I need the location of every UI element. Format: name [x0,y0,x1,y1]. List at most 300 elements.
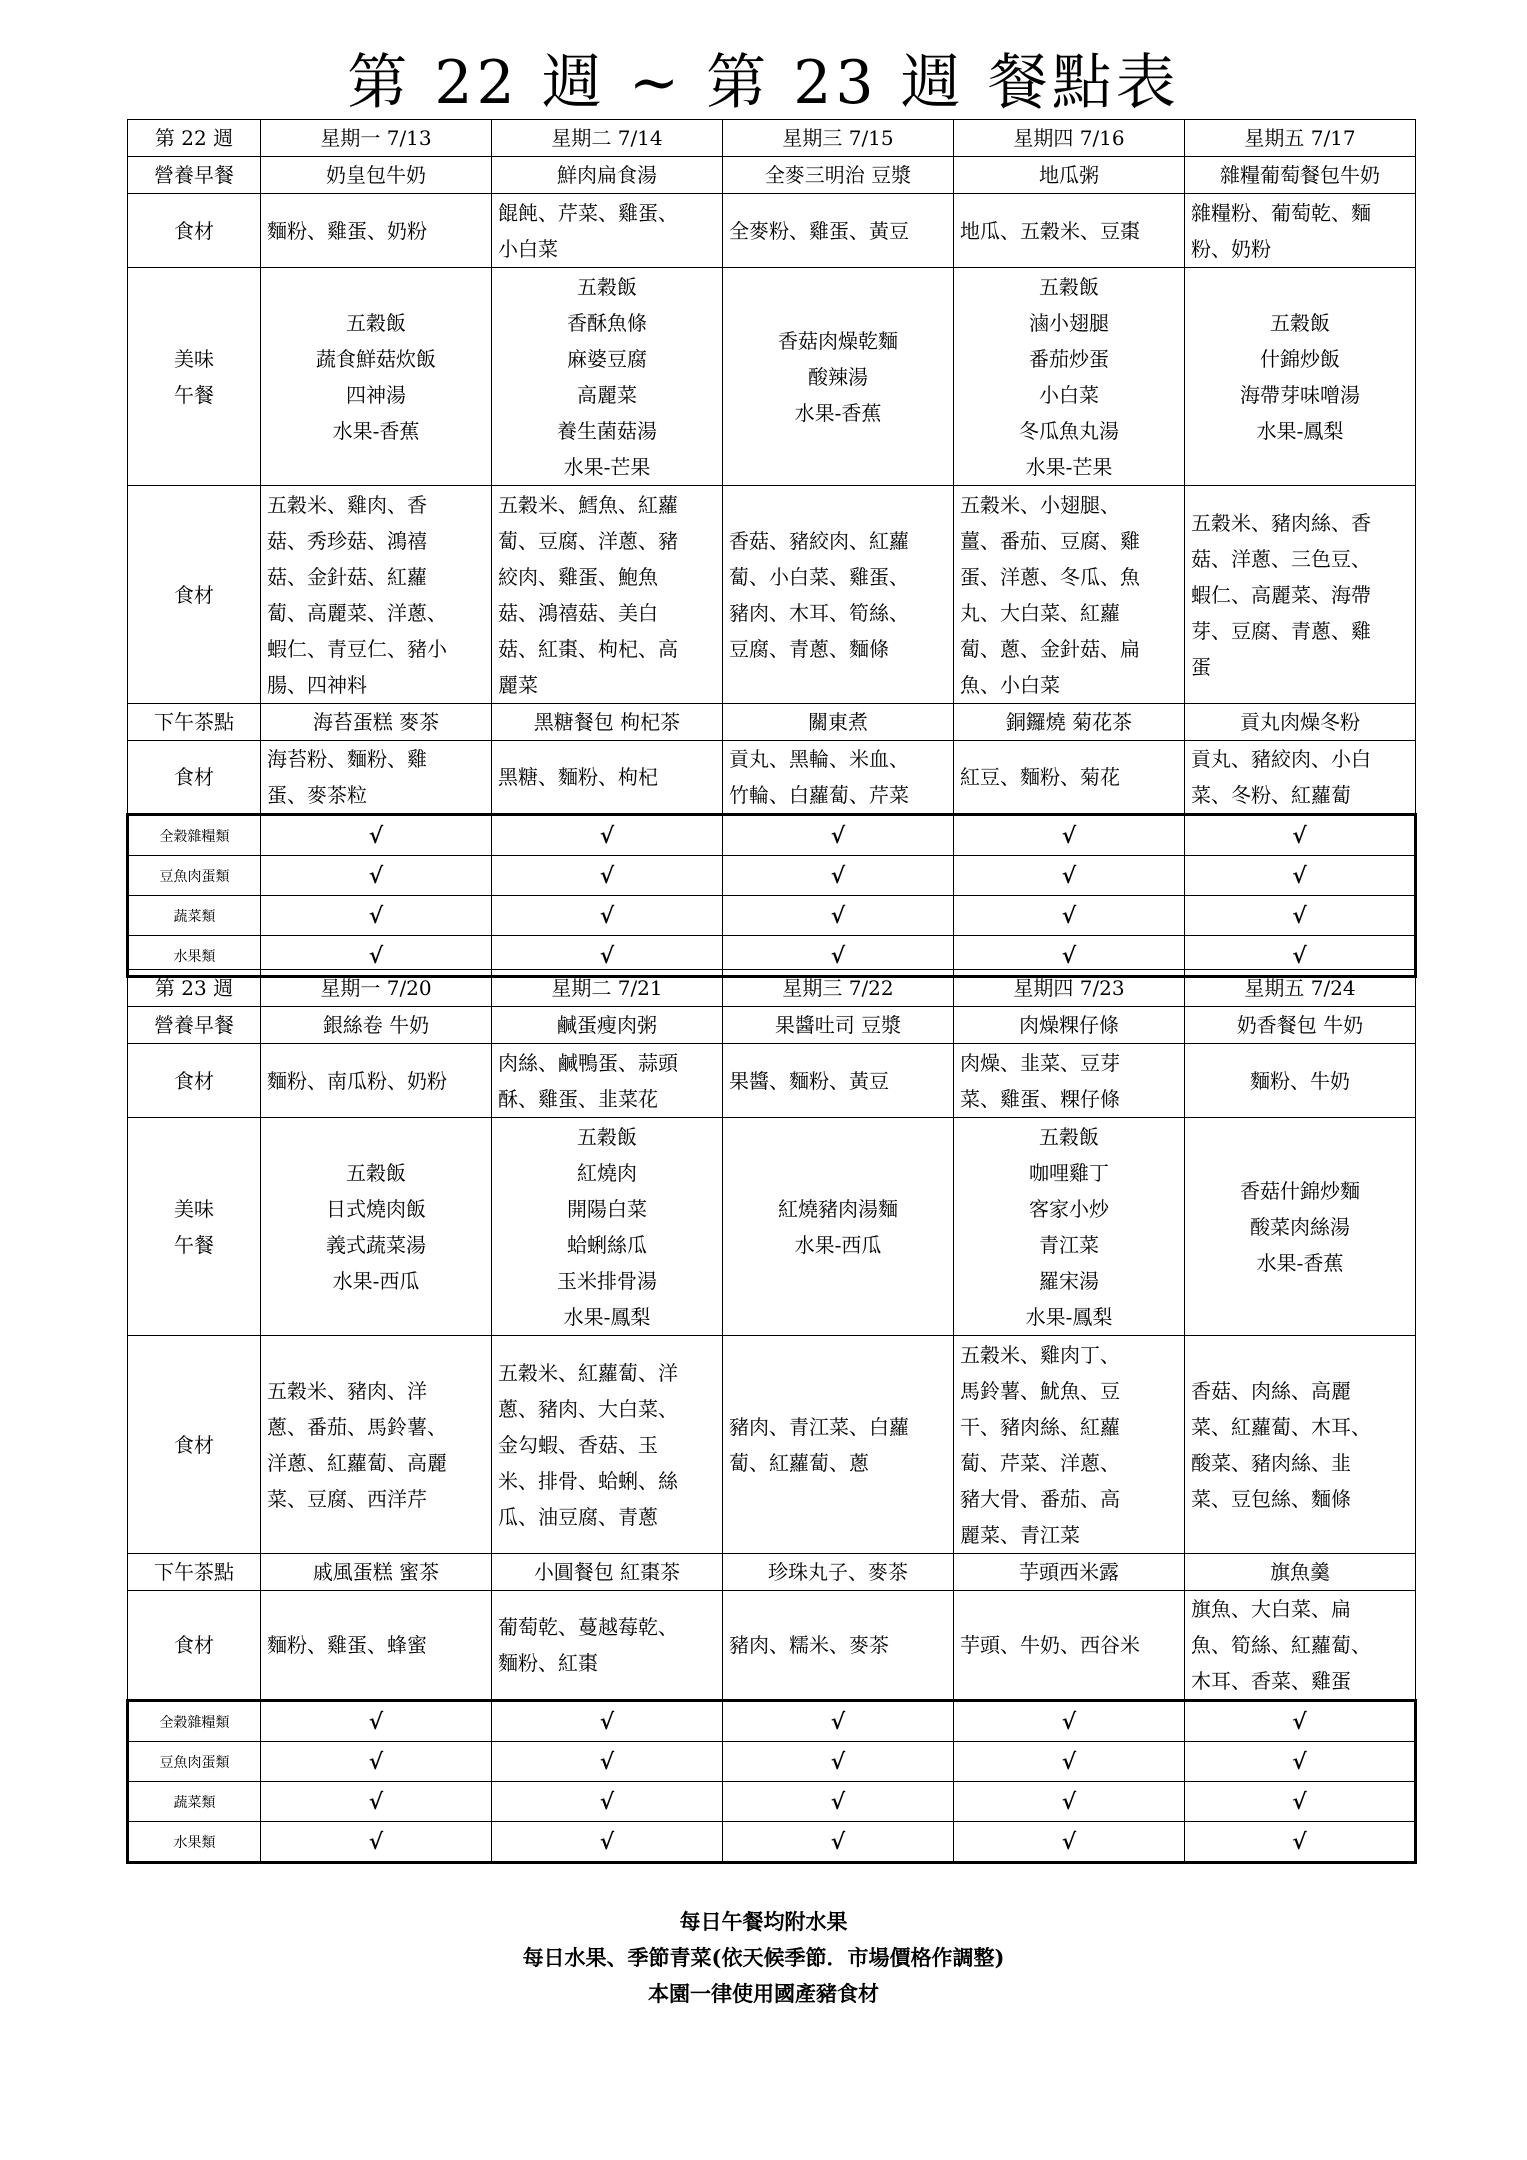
cell-line: 羅宋湯 [1039,1268,1099,1293]
week-label: 第 22 週 [128,120,261,157]
check-mark-icon: √ [368,1788,384,1815]
check-mark-icon: √ [599,942,615,969]
check-mark-icon: √ [599,1748,615,1775]
cell-line: 麵粉、牛奶 [1250,1068,1350,1093]
cell-line: 蔔、芹菜、洋蔥、 [960,1450,1120,1475]
row-label-ingredients: 食材 [128,1044,261,1118]
row-label-snack: 下午茶點 [128,1554,261,1591]
cell-line: 蔔、蔥、金針菇、扁 [960,636,1140,661]
cell-line: 菇、秀珍菇、鴻禧 [267,528,427,553]
row-label-ingredients: 食材 [128,194,261,268]
category-label-text: 全穀雜糧類 [159,829,230,845]
cell-line: 果醬、麵粉、黃豆 [729,1068,889,1093]
cell-line: 四神湯 [346,382,406,407]
lunch-cell [261,1118,492,1336]
cell-line: 五穀米、小翅腿、 [960,492,1120,517]
category-check-cell [261,1742,492,1782]
breakfast-cell: 銀絲卷 牛奶 [261,1007,492,1044]
cell-line: 肉燥、韭菜、豆芽 [960,1050,1120,1075]
ingredients-cell [1185,1591,1416,1701]
lunch-cell [1185,1118,1416,1336]
row-label-ingredients: 食材 [128,1336,261,1554]
cell-line: 番茄炒蛋 [1029,346,1109,371]
cell-line: 水果-西瓜 [794,1232,882,1257]
check-mark-icon: √ [1292,902,1307,929]
snack-cell: 銅鑼燒 菊花茶 [954,704,1185,741]
cell-line: 菜、豆腐、西洋芹 [267,1486,427,1511]
breakfast-ingredients-row [128,194,1416,268]
snack-cell: 戚風蛋糕 蜜茶 [261,1554,492,1591]
cell-line: 開陽白菜 [567,1196,647,1221]
cell-line: 日式燒肉飯 [326,1196,426,1221]
check-mark-icon: √ [368,1708,384,1735]
category-check-cell [723,1782,954,1822]
header-row [128,970,1416,1007]
cell-line: 麗菜、青江菜 [960,1522,1080,1547]
cell-line: 麵粉、南瓜粉、奶粉 [267,1068,447,1093]
cell-line: 菇、紅棗、枸杞、高 [498,636,678,661]
lunch-cell [1185,268,1416,486]
cell-line: 滷小翅腿 [1029,310,1109,335]
ingredients-cell [492,1044,723,1118]
cell-line: 菜、豆包絲、麵條 [1191,1486,1351,1511]
category-check-cell [954,856,1185,896]
check-mark-icon: √ [1061,1788,1077,1815]
cell-line: 麵粉、雞蛋、奶粉 [267,218,427,243]
cell-line: 蔥、番茄、馬鈴薯、 [267,1414,447,1439]
cell-line: 蔥、豬肉、大白菜、 [498,1396,678,1421]
day-header: 星期四 7/16 [954,120,1185,157]
cell-line: 五穀米、紅蘿蔔、洋 [498,1360,678,1385]
cell-line: 酸菜肉絲湯 [1250,1214,1350,1239]
day-header: 星期五 7/24 [1185,970,1416,1007]
snack-cell: 旗魚羹 [1185,1554,1416,1591]
cell-line: 馬鈴薯、魷魚、豆 [960,1378,1120,1403]
category-row [128,1822,1416,1863]
cell-line: 海帶芽味噌湯 [1240,382,1360,407]
snack-ingredients-row [128,1591,1416,1701]
check-mark-icon: √ [1292,1828,1307,1855]
category-row [128,1782,1416,1822]
category-check-cell [492,896,723,936]
category-check-cell [1185,856,1416,896]
breakfast-cell: 全麥三明治 豆漿 [723,157,954,194]
cell-line: 香酥魚條 [567,310,647,335]
ingredients-cell [261,194,492,268]
lunch-ingredients-row [128,1336,1416,1554]
cell-line: 水果-香蕉 [1256,1250,1344,1275]
cell-line: 蔔、小白菜、雞蛋、 [729,564,909,589]
snack-cell: 關東煮 [723,704,954,741]
category-check-cell [1185,1782,1416,1822]
category-check-cell [261,1822,492,1863]
ingredients-cell [1185,194,1416,268]
cell-line: 五穀米、雞肉丁、 [960,1342,1120,1367]
category-row [128,1742,1416,1782]
lunch-ingredients-row [128,486,1416,704]
footer-note: 每日午餐均附水果 [679,1909,848,1934]
ingredients-cell [261,741,492,815]
category-check-cell [492,856,723,896]
lunch-row [128,268,1416,486]
ingredients-cell [1185,1044,1416,1118]
cell-line: 水果-香蕉 [794,400,882,425]
cell-line: 麵粉、紅棗 [498,1651,598,1675]
category-check-cell [723,815,954,856]
cell-line: 雜糧粉、葡萄乾、麵 [1191,200,1371,225]
cell-line: 水果-鳳梨 [563,1304,651,1329]
category-label [128,1782,261,1822]
row-label-ingredients: 食材 [128,486,261,704]
cell-line: 香菇肉燥乾麵 [778,328,898,353]
cell-line: 豬大骨、番茄、高 [960,1486,1120,1511]
cell-line: 水果-西瓜 [332,1268,420,1293]
check-mark-icon: √ [830,942,846,969]
ingredients-cell [492,486,723,704]
lunch-cell [954,268,1185,486]
cell-line: 水果-芒果 [1025,454,1113,479]
cell-line: 粉、奶粉 [1191,236,1271,261]
cell-line: 紅豆、麵粉、菊花 [960,765,1120,789]
footer-note: 本園一律使用國產豬食材 [648,1981,879,2006]
cell-line: 菇、鴻禧菇、美白 [498,600,658,625]
row-label-ingredients: 食材 [128,1591,261,1701]
category-check-cell [954,1701,1185,1742]
cell-line: 蔔、高麗菜、洋蔥、 [267,600,447,625]
category-row [128,856,1416,896]
check-mark-icon: √ [599,1708,615,1735]
cell-line: 五穀飯 [1270,310,1330,335]
ingredients-cell [954,486,1185,704]
snack-ingredients-row [128,741,1416,815]
breakfast-row [128,1007,1416,1044]
check-mark-icon: √ [1292,862,1307,889]
check-mark-icon: √ [1292,822,1307,849]
cell-line: 香菇什錦炒麵 [1240,1178,1360,1203]
cell-line: 五穀米、豬肉、洋 [267,1378,427,1403]
ingredients-cell [723,194,954,268]
category-label-text: 全穀雜糧類 [159,1715,230,1731]
cell-line: 水果-鳳梨 [1256,418,1344,443]
header-row [128,120,1416,157]
cell-line: 海苔粉、麵粉、雞 [267,747,427,771]
cell-line: 地瓜、五穀米、豆棗 [960,218,1140,243]
cell-line: 酥、雞蛋、韭菜花 [498,1086,658,1111]
row-label-breakfast: 營養早餐 [128,1007,261,1044]
cell-line: 全麥粉、雞蛋、黃豆 [729,218,909,243]
snack-cell: 海苔蛋糕 麥茶 [261,704,492,741]
cell-line: 客家小炒 [1029,1196,1109,1221]
check-mark-icon: √ [1292,1708,1307,1735]
cell-line: 肉絲、鹹鴨蛋、蒜頭 [498,1050,678,1075]
category-check-cell [492,815,723,856]
cell-line: 干、豬肉絲、紅蘿 [960,1414,1120,1439]
cell-line: 香菇、肉絲、高麗 [1191,1378,1351,1403]
category-check-cell [954,1742,1185,1782]
category-check-cell [492,1822,723,1863]
cell-line: 玉米排骨湯 [557,1268,657,1293]
footer-note: 每日水果、季節青菜(依天候季節．市場價格作調整) [522,1945,1005,1970]
check-mark-icon: √ [1061,1748,1077,1775]
cell-line: 魚、筍絲、紅蘿蔔、 [1191,1633,1371,1657]
week-label: 第 23 週 [128,970,261,1007]
cell-line: 絞肉、雞蛋、鮑魚 [498,564,658,589]
cell-line: 魚、小白菜 [960,672,1060,697]
breakfast-cell: 奶香餐包 牛奶 [1185,1007,1416,1044]
ingredients-cell [954,1591,1185,1701]
breakfast-cell: 地瓜粥 [954,157,1185,194]
category-check-cell [723,1701,954,1742]
cell-line: 香菇、豬絞肉、紅蘿 [729,528,909,553]
snack-row [128,704,1416,741]
ingredients-cell [723,1591,954,1701]
snack-cell: 小圓餐包 紅棗茶 [492,1554,723,1591]
cell-line: 瓜、油豆腐、青蔥 [498,1504,658,1529]
check-mark-icon: √ [830,1748,846,1775]
category-label-text: 豆魚肉蛋類 [159,1755,230,1771]
check-mark-icon: √ [830,1788,846,1815]
check-mark-icon: √ [368,822,384,849]
check-mark-icon: √ [1292,942,1307,969]
cell-line: 芋頭、牛奶、西谷米 [960,1633,1140,1657]
row-label-ingredients: 食材 [128,741,261,815]
category-check-cell [492,1701,723,1742]
breakfast-cell: 雜糧葡萄餐包牛奶 [1185,157,1416,194]
check-mark-icon: √ [599,1828,615,1855]
breakfast-cell: 肉燥粿仔條 [954,1007,1185,1044]
cell-line: 蔬食鮮菇炊飯 [316,346,436,371]
ingredients-cell [492,1336,723,1554]
cell-line: 五穀飯 [577,1124,637,1149]
ingredients-cell [492,1591,723,1701]
category-check-cell [261,856,492,896]
check-mark-icon: √ [368,942,384,969]
category-check-cell [723,1822,954,1863]
cell-line: 旗魚、大白菜、扁 [1191,1597,1351,1621]
category-check-cell [723,856,954,896]
lunch-cell [261,268,492,486]
snack-cell: 芋頭西米露 [954,1554,1185,1591]
snack-cell: 貢丸肉燥冬粉 [1185,704,1416,741]
check-mark-icon: √ [1292,1788,1307,1815]
breakfast-ingredients-row [128,1044,1416,1118]
ingredients-cell [492,741,723,815]
cell-line: 菇、金針菇、紅蘿 [267,564,427,589]
cell-line: 酸菜、豬肉絲、韭 [1191,1450,1351,1475]
check-mark-icon: √ [1061,862,1077,889]
check-mark-icon: √ [368,1828,384,1855]
cell-line: 蛋、洋蔥、冬瓜、魚 [960,564,1140,589]
category-row [128,896,1416,936]
check-mark-icon: √ [368,902,384,929]
row-label-lunch [128,268,261,486]
check-mark-icon: √ [599,862,615,889]
footer-notes [0,1904,1527,2012]
cell-line: 蔔、紅蘿蔔、蔥 [729,1450,869,1475]
day-header: 星期五 7/17 [1185,120,1416,157]
cell-line: 腸、四神料 [267,672,367,697]
day-header: 星期二 7/14 [492,120,723,157]
menu-table-week-23 [126,969,1417,1864]
breakfast-cell: 果醬吐司 豆漿 [723,1007,954,1044]
cell-line: 養生菌菇湯 [557,418,657,443]
category-check-cell [1185,1822,1416,1863]
cell-line: 菜、冬粉、紅蘿蔔 [1191,783,1351,807]
cell-line: 小白菜 [498,236,558,261]
cell-line: 貢丸、豬絞肉、小白 [1191,747,1371,771]
category-check-cell [723,1742,954,1782]
cell-line: 竹輪、白蘿蔔、芹菜 [729,783,909,807]
cell-line: 金勾蝦、香菇、玉 [498,1432,658,1457]
category-check-cell [261,1782,492,1822]
category-check-cell [954,896,1185,936]
cell-line: 五穀米、豬肉絲、香 [1191,510,1371,535]
cell-line: 五穀米、鱈魚、紅蘿 [498,492,678,517]
ingredients-cell [261,1591,492,1701]
cell-line: 蝦仁、高麗菜、海帶 [1191,582,1371,607]
check-mark-icon: √ [368,862,384,889]
cell-line: 豬肉、青江菜、白蘿 [729,1414,909,1439]
ingredients-cell [261,1336,492,1554]
ingredients-cell [1185,1336,1416,1554]
check-mark-icon: √ [1292,1748,1307,1775]
ingredients-cell [1185,741,1416,815]
category-check-cell [261,815,492,856]
check-mark-icon: √ [1061,822,1077,849]
category-label-text: 豆魚肉蛋類 [159,869,230,885]
cell-line: 紅燒肉 [577,1160,637,1185]
breakfast-cell: 鮮肉扁食湯 [492,157,723,194]
cell-line: 蛋 [1191,654,1211,679]
cell-line: 紅燒豬肉湯麵 [778,1196,898,1221]
lunch-cell [723,268,954,486]
ingredients-cell [954,194,1185,268]
cell-line: 五穀米、雞肉、香 [267,492,427,517]
ingredients-cell [1185,486,1416,704]
check-mark-icon: √ [599,1788,615,1815]
day-header: 星期三 7/15 [723,120,954,157]
day-header: 星期四 7/23 [954,970,1185,1007]
cell-line: 薑、番茄、豆腐、雞 [960,528,1140,553]
check-mark-icon: √ [1061,1828,1077,1855]
category-check-cell [1185,815,1416,856]
cell-line: 洋蔥、紅蘿蔔、高麗 [267,1450,447,1475]
row-label-snack: 下午茶點 [128,704,261,741]
page-title: 第 22 週 ~ 第 23 週 餐點表 [347,48,1180,118]
check-mark-icon: √ [830,902,846,929]
lunch-label-line: 午餐 [174,1232,214,1257]
cell-line: 麻婆豆腐 [567,346,647,371]
check-mark-icon: √ [368,1748,384,1775]
ingredients-cell [261,486,492,704]
cell-line: 五穀飯 [1039,274,1099,299]
lunch-cell [954,1118,1185,1336]
day-header: 星期二 7/21 [492,970,723,1007]
cell-line: 蔔、豆腐、洋蔥、豬 [498,528,678,553]
ingredients-cell [261,1044,492,1118]
category-check-cell [954,815,1185,856]
day-header: 星期三 7/22 [723,970,954,1007]
ingredients-cell [954,1336,1185,1554]
cell-line: 五穀飯 [1039,1124,1099,1149]
cell-line: 蛋、麥茶粒 [267,783,367,807]
category-label [128,1822,261,1863]
check-mark-icon: √ [830,1708,846,1735]
category-label-text: 蔬菜類 [173,1795,216,1811]
cell-line: 青江菜 [1039,1232,1099,1257]
cell-line: 咖哩雞丁 [1029,1160,1109,1185]
category-label [128,856,261,896]
snack-cell: 黑糖餐包 枸杞茶 [492,704,723,741]
cell-line: 水果-芒果 [563,454,651,479]
cell-line: 五穀飯 [577,274,637,299]
ingredients-cell [954,1044,1185,1118]
cell-line: 什錦炒飯 [1260,346,1340,371]
category-check-cell [492,1742,723,1782]
ingredients-cell [723,486,954,704]
cell-line: 高麗菜 [577,382,637,407]
ingredients-cell [723,1336,954,1554]
cell-line: 五穀飯 [346,310,406,335]
category-check-cell [1185,1742,1416,1782]
cell-line: 餛飩、芹菜、雞蛋、 [498,200,678,225]
lunch-label-line: 美味 [174,1196,214,1221]
category-row [128,1701,1416,1742]
day-header: 星期一 7/13 [261,120,492,157]
cell-line: 木耳、香菜、雞蛋 [1191,1669,1351,1693]
cell-line: 水果-鳳梨 [1025,1304,1113,1329]
lunch-label-line: 午餐 [174,382,214,407]
cell-line: 義式蔬菜湯 [326,1232,426,1257]
lunch-label-line: 美味 [174,346,214,371]
category-check-cell [492,1782,723,1822]
category-check-cell [261,1701,492,1742]
category-row [128,815,1416,856]
cell-line: 貢丸、黑輪、米血、 [729,747,909,771]
day-header: 星期一 7/20 [261,970,492,1007]
check-mark-icon: √ [830,1828,846,1855]
check-mark-icon: √ [599,902,615,929]
check-mark-icon: √ [1061,942,1077,969]
snack-row [128,1554,1416,1591]
cell-line: 黑糖、麵粉、枸杞 [498,765,658,789]
check-mark-icon: √ [830,822,846,849]
category-label [128,815,261,856]
category-label-text: 蔬菜類 [173,909,216,925]
category-label-text: 水果類 [173,1835,216,1851]
cell-line: 米、排骨、蛤蜊、絲 [498,1468,678,1493]
cell-line: 菜、雞蛋、粿仔條 [960,1086,1120,1111]
breakfast-row [128,157,1416,194]
cell-line: 水果-香蕉 [332,418,420,443]
category-check-cell [954,1782,1185,1822]
check-mark-icon: √ [1061,902,1077,929]
lunch-row [128,1118,1416,1336]
cell-line: 麵粉、雞蛋、蜂蜜 [267,1633,427,1657]
category-check-cell [1185,1701,1416,1742]
row-label-breakfast: 營養早餐 [128,157,261,194]
check-mark-icon: √ [1061,1708,1077,1735]
cell-line: 豆腐、青蔥、麵條 [729,636,889,661]
breakfast-cell: 奶皇包牛奶 [261,157,492,194]
cell-line: 小白菜 [1039,382,1099,407]
lunch-cell [492,268,723,486]
category-label-text: 水果類 [173,949,216,965]
snack-cell: 珍珠丸子、麥茶 [723,1554,954,1591]
cell-line: 冬瓜魚丸湯 [1019,418,1119,443]
ingredients-cell [954,741,1185,815]
category-check-cell [723,896,954,936]
